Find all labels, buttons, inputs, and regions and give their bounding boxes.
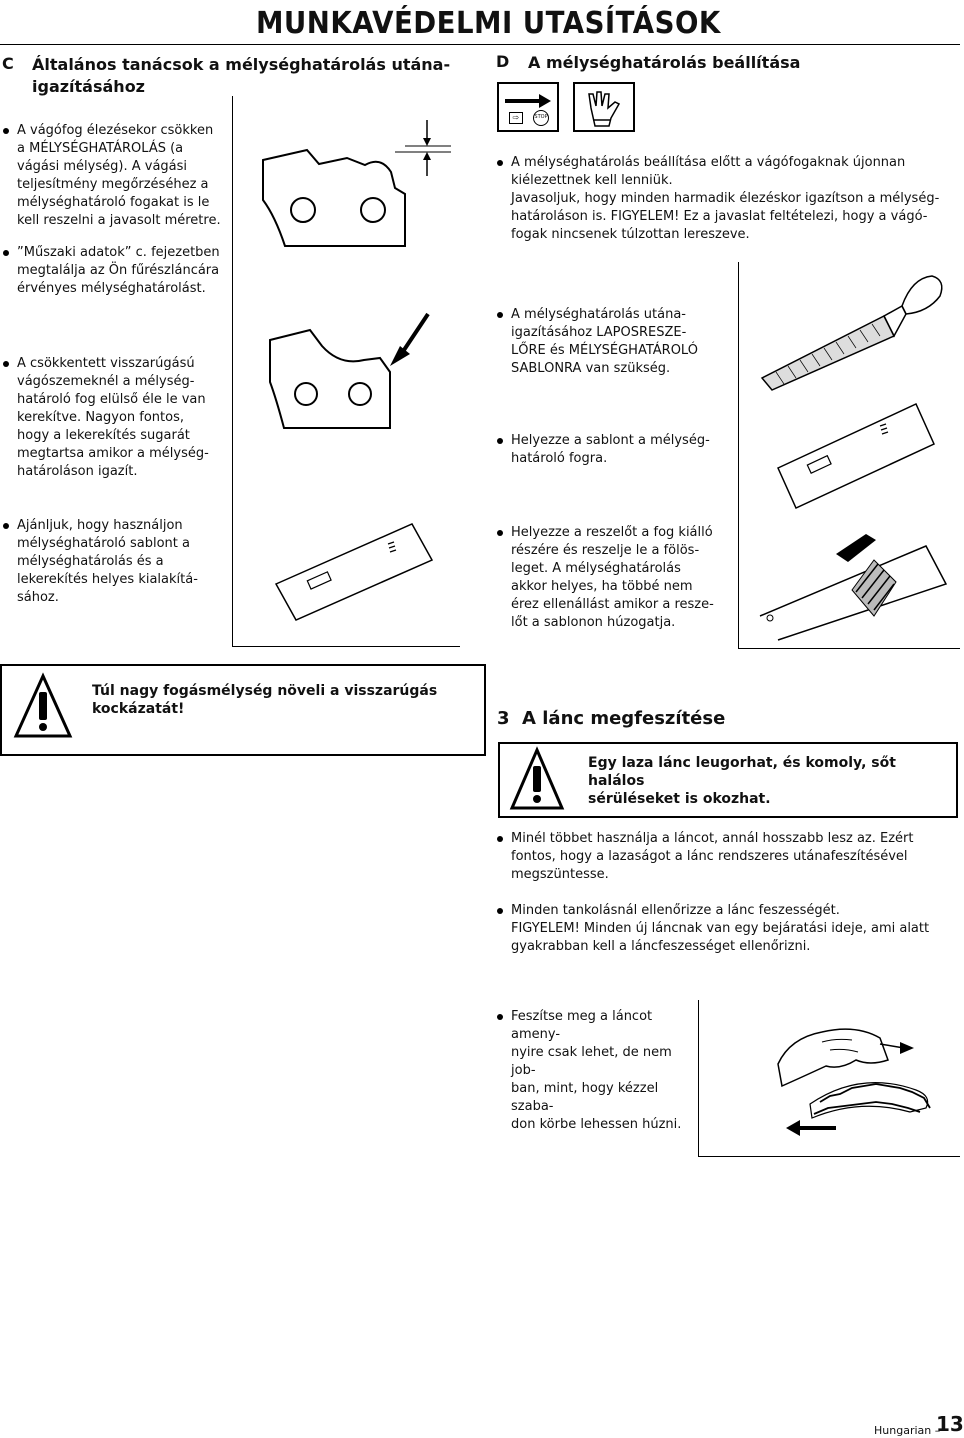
flat-file-illustration <box>756 272 946 392</box>
bullet-text: Feszítse meg a láncot ameny- nyire csak lehet, de nem job- ban, mint, hogy kézzel szaba- don körbe lehessen húzni. <box>511 1009 682 1132</box>
illustration-frame-left <box>232 96 233 646</box>
kickback-warning-text: Túl nagy fogásmélység növeli a visszarúgás kockázatát! <box>92 683 438 717</box>
section-c-bullet-2 <box>0 244 230 298</box>
cutter-tooth-illustration <box>255 120 455 260</box>
header-rule <box>0 44 960 45</box>
bullet-text: A mélységhatárolás beállítása előtt a vágófogaknak újonnan kiélezettnek kell lenniük. Javasoljuk, hogy minden harmadik élezéskor igazítson a mélység- határoláson is. FIGYELEM! Ez a javaslat feltételezi, hogy a vágó- fogak nincsenek túlzottan lereszeve. <box>511 155 940 242</box>
stop-sign-icon: STOP <box>533 110 549 126</box>
bullet-dot <box>497 530 503 536</box>
bullet-dot <box>497 908 503 914</box>
bullet-dot <box>497 312 503 318</box>
section-c-heading: Általános tanácsok a mélységhatárolás utána- igazításához <box>32 55 451 96</box>
section-d-bullet-2 <box>494 306 734 378</box>
filing-on-gauge-illustration <box>756 520 956 640</box>
bullet-text: ”Műszaki adatok” c. fejezetben megtalálja az Ön fűrészláncára érvényes mélységhatárolást. <box>17 245 220 296</box>
section-3-bullet-1 <box>494 830 954 884</box>
bullet-text: A csökkentett visszarúgású vágószemeknél a mélység- határoló fog elülső éle le van kerekítve. Nagyon fontos, hogy a lekerekítés sugarát megtartsa amikor a mélység- határoláson igazít. <box>17 356 209 479</box>
illustration-frame-bottom <box>232 646 460 647</box>
bullet-text: Ajánljuk, hogy használjon mélységhatároló sablont a mélységhatárolás és a lekerekítés helyes kialakítá- sához. <box>17 518 198 605</box>
bullet-text: Minél többet használja a láncot, annál hosszabb lesz az. Ezért fontos, hogy a lazaságot a lánc rendszeres utánafeszítésével megszüntesse. <box>511 831 914 882</box>
page-number: 13 <box>936 1412 964 1436</box>
bullet-text: Minden tankolásnál ellenőrizze a lánc feszességét. FIGYELEM! Minden új láncnak van egy bejáratási ideje, ami alatt gyakrabban kell a láncfeszességet ellenőrizni. <box>511 903 930 954</box>
section-3-bullet-3 <box>494 1008 694 1134</box>
engine-stop-icon <box>497 82 559 132</box>
footer-language: Hungarian – <box>874 1424 941 1437</box>
switch-icon: ⇨ <box>509 112 523 124</box>
bullet-text: Helyezze a reszelőt a fog kiálló részére és reszelje le a fölös- leget. A mélységhatárolás akkor helyes, ha többé nem érez ellenállást amikor a resze- lőt a sablonon húzogatja. <box>511 525 714 630</box>
bullet-dot <box>3 523 9 529</box>
warning-triangle-icon <box>14 674 72 738</box>
page-title: MUNKAVÉDELMI UTASÍTÁSOK <box>256 6 721 41</box>
section-d-bullet-3 <box>494 432 734 468</box>
bullet-dot <box>3 128 9 134</box>
section-d-bullet-1 <box>494 154 954 244</box>
bullet-dot <box>3 250 9 256</box>
chain-warning-text: Egy laza lánc leugorhat, és komoly, sőt halálos sérüléseket is okozhat. <box>588 755 896 807</box>
bullet-text: Helyezze a sablont a mélység- határoló fogra. <box>511 433 710 466</box>
d-illustration-frame-left <box>738 262 739 648</box>
bullet-text: A vágófog élezésekor csökken a MÉLYSÉGHATÁROLÁS (a vágási mélység). A vágási teljesítmény megőrzéséhez a mélységhatároló fogakat is le kell reszelni a javasolt méretre. <box>17 123 221 228</box>
chain-illustration-frame-bottom <box>698 1156 960 1157</box>
section-c-letter: C <box>2 54 14 73</box>
section-c-bullet-3 <box>0 355 230 481</box>
arrow-right-icon <box>503 94 553 108</box>
bullet-text: A mélységhatárolás utána- igazításához LAPOSRESZE- LŐRE és MÉLYSÉGHATÁROLÓ SABLONRA van szükség. <box>511 307 698 376</box>
chain-tension-check-illustration <box>760 1008 956 1154</box>
chain-illustration-frame-left <box>698 1000 699 1156</box>
section-3-heading: 3 A lánc megfeszítése <box>497 708 726 729</box>
section-d-bullet-4 <box>494 524 734 632</box>
section-d-letter: D <box>496 52 510 71</box>
section-c-bullet-1 <box>0 122 230 230</box>
bullet-dot <box>497 1014 503 1020</box>
section-c-bullet-4 <box>0 517 230 607</box>
rounded-tooth-illustration <box>260 310 450 480</box>
warning-triangle-icon <box>510 748 564 810</box>
d-illustration-frame-bottom <box>738 648 960 649</box>
bullet-dot <box>497 836 503 842</box>
bullet-dot <box>497 160 503 166</box>
section-d-heading: A mélységhatárolás beállítása <box>528 53 801 72</box>
depth-gauge-illustration <box>272 520 442 620</box>
section-3-bullet-2 <box>494 902 954 956</box>
bullet-dot <box>497 438 503 444</box>
glove-icon <box>583 88 629 128</box>
protective-glove-icon <box>573 82 635 132</box>
gauge-on-tooth-illustration <box>774 400 944 510</box>
bullet-dot <box>3 361 9 367</box>
